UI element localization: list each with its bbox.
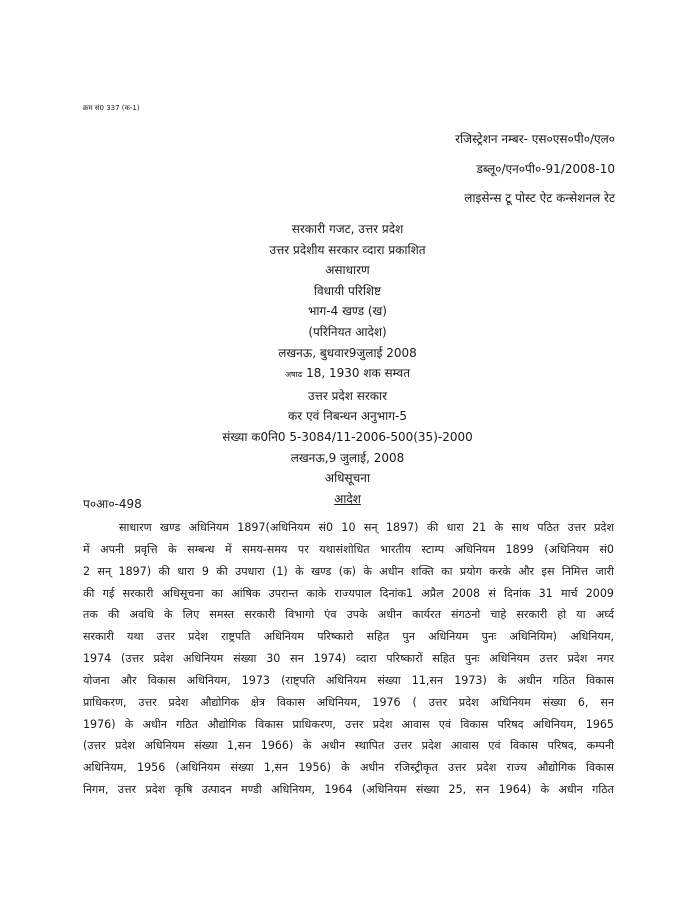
statutory-orders: (परिनियत आदेश) bbox=[308, 324, 387, 339]
order-number: प०आ०-498 bbox=[83, 497, 142, 511]
body-line: 1976) के अधीन गठित औद्योगिक विकास प्राधिकरण, उत्तर प्रदेश आवास एवं विकास परिषद अधिनियम, 1965 bbox=[83, 717, 614, 731]
body-line: सरकारी यथा उत्तर प्रदेश राष्ट्रपति अधिनियम परिष्कारो सहित पुन अधिनियम पुनः अधिनियिम) अधिनियम, bbox=[83, 630, 614, 644]
reference-number: संख्या क0नि0 5-3084/11-2006-500(35)-2000 bbox=[222, 429, 473, 444]
department-name: कर एवं निबन्धन अनुभाग-5 bbox=[288, 409, 407, 424]
serial-reference: क्रम सं0 337 (क-1) bbox=[83, 104, 140, 112]
saka-date bbox=[0, 363, 695, 386]
registration-number: रजिस्ट्रेशन नम्बर- एस०एस०पी०/एल० bbox=[455, 132, 615, 146]
body-line: में अपनी प्रवृत्ति के सम्बन्ध में समय-समय पर यथासंशोधित भारतीय स्टाम्प अधिनियम 1899 (अधिनियम सं0 bbox=[83, 542, 614, 556]
body-line: अधिनियम, 1956 (अधिनियम संख्या 1,सन 1956) के अधीन रजिस्ट्रीकृत उत्तर प्रदेश राज्य औद्योगिक विकास bbox=[83, 761, 614, 775]
body-paragraph bbox=[83, 517, 614, 801]
body-line: (उत्तर प्रदेश अधिनियम संख्या 1,सन 1966) के अधीन स्थापित उत्तर प्रदेश आवास एवं विकास परिषद, कम्पनी bbox=[83, 739, 614, 753]
notification-heading: अधिसूचना bbox=[324, 471, 371, 486]
body-line: निगम, उत्तर प्रदेश कृषि उत्पादन मण्डी अधिनियम, 1964 (अधिनियम संख्या 25, सन 1964) के अधीन गठित bbox=[83, 783, 614, 797]
saka-month: अषाढ bbox=[284, 370, 303, 380]
body-line: प्राधिकरण, उत्तर प्रदेश औद्योगिक क्षेत्र विकास अधिनियम, 1976 ( उत्तर प्रदेश अधिनियम संख्या 6, सन bbox=[83, 695, 614, 709]
government-name: उत्तर प्रदेश सरकार bbox=[307, 388, 388, 403]
publisher-line: उत्तर प्रदेशीय सरकार व्दारा प्रकाशित bbox=[269, 242, 426, 257]
part-section: भाग-4 खण्ड (ख) bbox=[307, 304, 387, 319]
body-line: 1974 (उत्तर प्रदेश अधिनियम संख्या 30 सन 1974) व्दारा परिष्कारों सहित पुनः अधिनियम उत्तर प्रदेश नगर bbox=[83, 652, 614, 666]
legislative-supplement: विधायी परिशिष्ट bbox=[313, 283, 382, 298]
postal-number: डब्लू०/एन०पी०-91/2008-10 bbox=[476, 162, 615, 176]
body-line: योजना और विकास अधिनियम, 1973 (राष्ट्पति अधिनियम संख्या 11,सन 1973) के अधीन गठित विकास bbox=[83, 673, 614, 687]
body-line: साधारण खण्ड अधिनियम 1897(अधिनियम सं0 10 सन् 1897) की धारा 21 के साथ पठित उत्तर प्रदेश bbox=[119, 521, 614, 534]
body-line: तक की अवधि के लिए समस्त सरकारी विभागो एंव उपके अधीन कार्यरत संगठनो चाहे सरकारी हो या अर्घ्द bbox=[83, 608, 614, 622]
issue-date: लखनऊ,9 जुलाई, 2008 bbox=[290, 450, 405, 465]
body-line: 2 सन् 1897) की धारा 9 की उपधारा (1) के खण्ड (क) के अधीन शक्ति का प्रयोग करके और इस निमित्त जारी bbox=[83, 564, 614, 578]
extraordinary-label: असाधारण bbox=[325, 263, 370, 278]
license-line: लाइसेन्स टू पोस्ट ऐट कन्सेशनल रेट bbox=[464, 191, 615, 205]
title-block bbox=[0, 219, 695, 509]
order-heading: आदेश bbox=[334, 491, 361, 506]
saka-year: 18, 1930 शक सम्वत bbox=[306, 366, 411, 381]
gazette-title: सरकारी गजट, उत्तर प्रदेश bbox=[291, 222, 404, 236]
date-place: लखनऊ, बुधवार9जुलाई 2008 bbox=[278, 345, 417, 360]
body-line: की गई सरकारी अधिसूचना का आंषिक उपरान्त काके राज्यपाल दिनांक1 अप्रैल 2008 सं दिनांक 31 मार्च 2009 bbox=[83, 586, 614, 600]
